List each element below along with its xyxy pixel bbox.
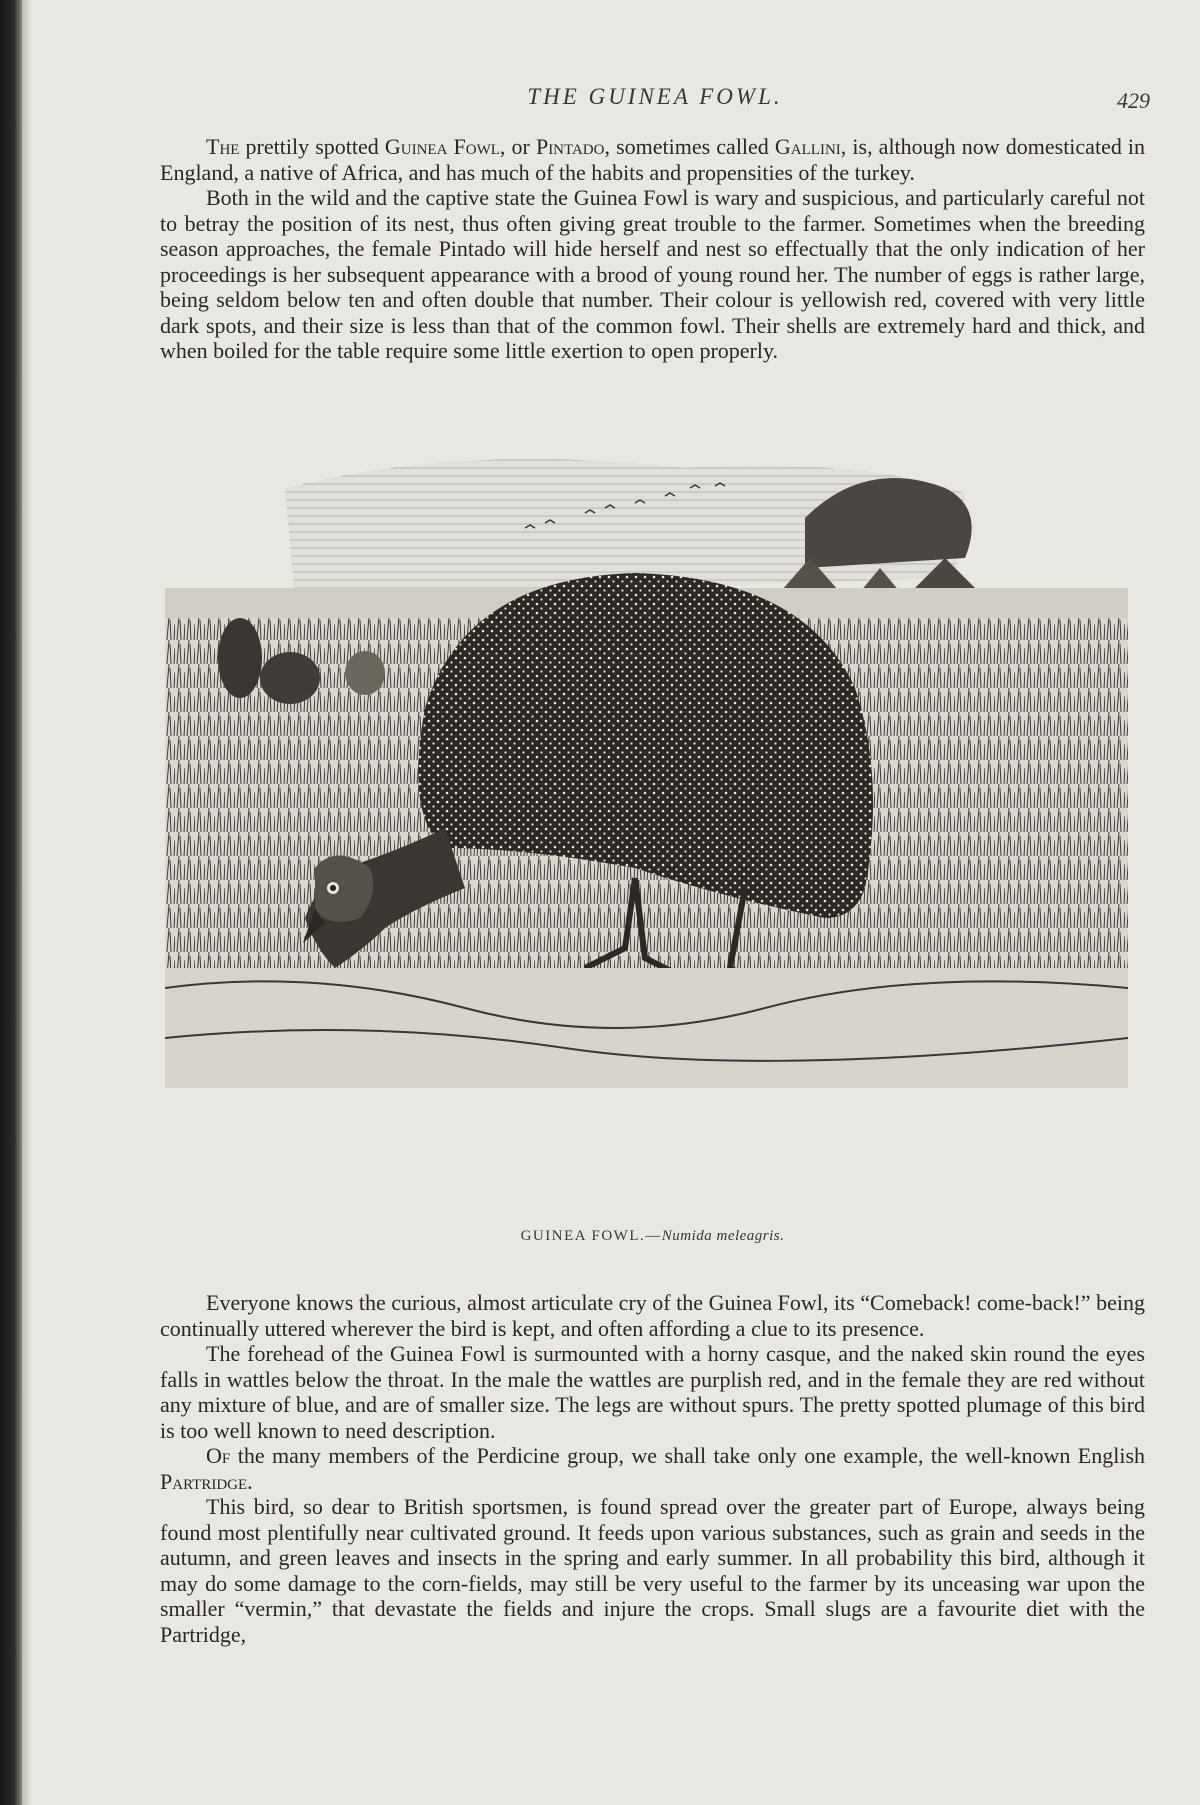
book-binding-shadow [0,0,22,1805]
paragraph-5 [160,1443,1145,1494]
running-title: THE GUINEA FOWL. [527,84,783,109]
paragraph-4: The forehead of the Guinea Fowl is surmounted with a horny casque, and the naked skin round the eyes falls in wattles below the throat. In the male the wattles are purplish red, and in the female they are red without any mixture of blue, and are of smaller size. The legs are without spurs. The pretty spotted plumage of this bird is too well known to need description. [160,1341,1145,1443]
text-run: , or [499,134,530,159]
caption-latin: Numida meleagris. [661,1228,785,1244]
intro-text [160,134,1145,364]
page-number: 429 [1117,88,1150,113]
text-run: , sometimes called [604,134,769,159]
engraving-illustration [165,448,1128,1218]
drop-word: The [206,134,240,159]
drop-word: Of [206,1443,231,1468]
paragraph-1 [160,134,1145,185]
paragraph-2: Both in the wild and the captive state the Guinea Fowl is wary and suspicious, and particularly careful not to betray the position of its nest, thus often giving great trouble to the farmer. Sometimes when the breeding season approaches, the female Pintado will hide herself and nest so effectually that the only indication of her proceedings is her subsequent appearance with a brood of young round her. The number of eggs is rather large, being seldom below ten and often double that number. Their colour is yellowish red, covered with very little dark spots, and their size is less than that of the common fowl. Their shells are extremely hard and thick, and when boiled for the table require some little exertion to open properly. [160,185,1145,363]
species-name: Gallini [774,134,841,159]
paragraph-6: This bird, so dear to British sportsmen, is found spread over the greater part of Europe, always being found most plentifully near cultivated ground. It feeds upon various substances, such as grain and seeds in the autumn, and green leaves and insects in the spring and early summer. In all probability this bird, although it may do some damage to the corn-fields, may still be very useful to the farmer by its unceasing war upon the smaller “vermin,” that devastate the fields and injure the crops. Small slugs are a favourite diet with the Partridge, [160,1494,1145,1647]
caption-name: GUINEA FOWL.— [520,1228,662,1244]
figure-caption [160,1228,1145,1245]
guinea-fowl-engraving [165,448,1128,1218]
page-edge [22,0,32,1805]
text-run: prettily spotted [245,134,379,159]
species-name: Pintado [535,134,605,159]
text-run: , is, although now domesticated in England, a native of Africa, and has much of the habits and propensities of the turkey. [160,134,1146,185]
text-run: the many members of the Perdicine group, we shall take only one example, the well-known English [237,1443,1146,1468]
paragraph-3: Everyone knows the curious, almost articulate cry of the Guinea Fowl, its “Comeback! come-back!” being continually uttered wherever the bird is kept, and often affording a clue to its presence. [160,1290,1145,1341]
species-name: Guinea Fowl [384,134,500,159]
body-text [160,1290,1145,1647]
page-header [160,84,1150,120]
species-name: Partridge. [160,1468,253,1494]
